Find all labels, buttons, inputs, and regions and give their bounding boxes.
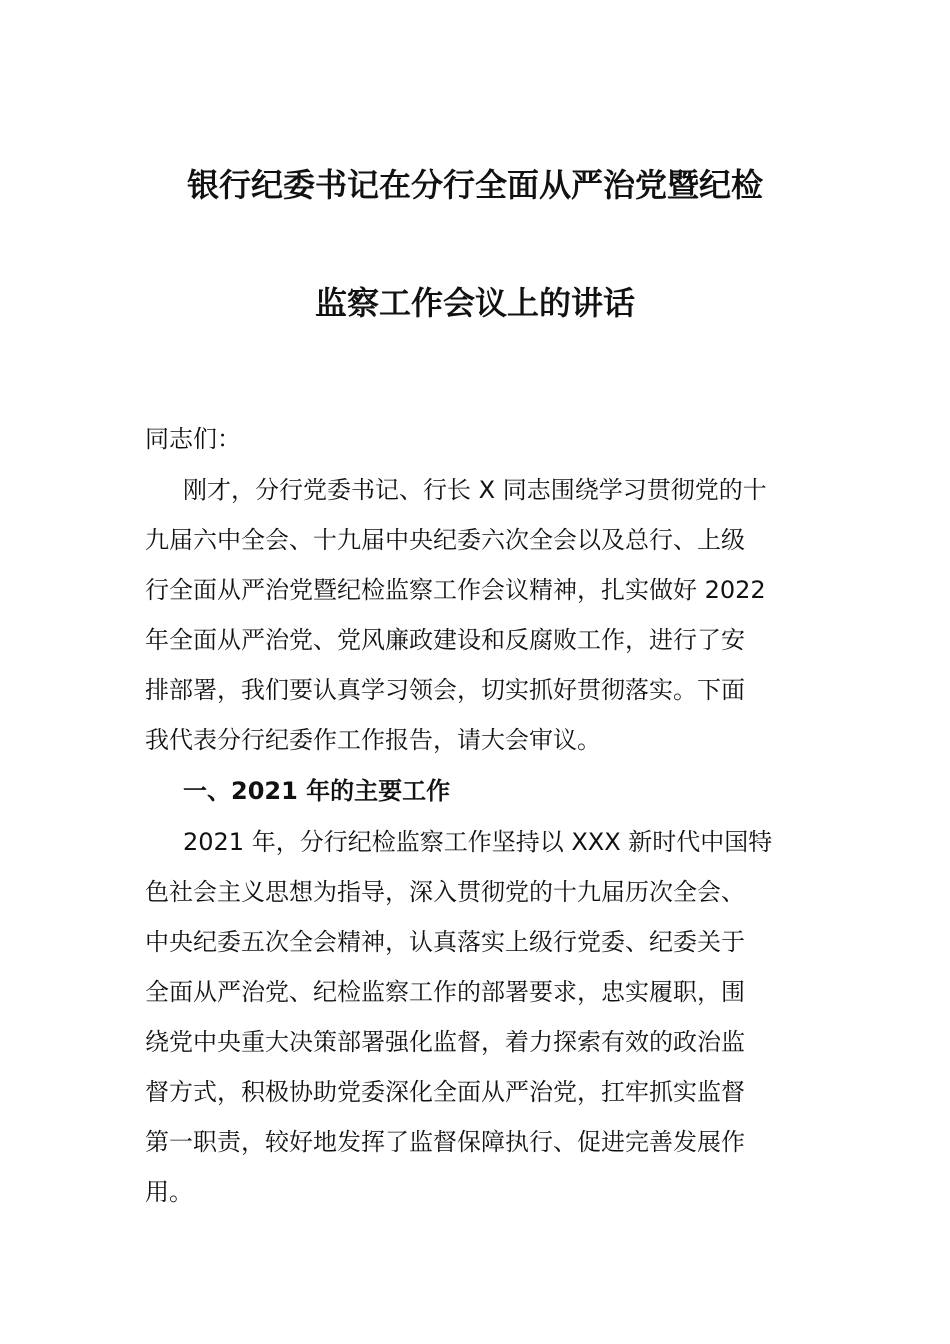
paragraph-2-line-3: 中央纪委五次全会精神，认真落实上级行党委、纪委关于 <box>145 928 745 956</box>
paragraph-1-line-6: 我代表分行纪委作工作报告，请大会审议。 <box>145 726 601 754</box>
paragraph-2-line-5: 绕党中央重大决策部署强化监督，着力探索有效的政治监 <box>145 1028 745 1056</box>
paragraph-2-line-1: 2021 年，分行纪检监察工作坚持以 XXX 新时代中国特 <box>183 828 773 856</box>
paragraph-1-line-4: 年全面从严治党、党风廉政建设和反腐败工作，进行了安 <box>145 626 745 654</box>
paragraph-2-line-2: 色社会主义思想为指导，深入贯彻党的十九届历次全会、 <box>145 878 745 906</box>
paragraph-2-line-4: 全面从严治党、纪检监察工作的部署要求，忠实履职，围 <box>145 978 745 1006</box>
paragraph-1-line-1: 刚才，分行党委书记、行长 X 同志围绕学习贯彻党的十 <box>183 476 767 504</box>
paragraph-2-line-7: 第一职责，较好地发挥了监督保障执行、促进完善发展作 <box>145 1128 745 1156</box>
section-heading-1: 一、2021 年的主要工作 <box>183 777 451 805</box>
paragraph-1-line-5: 排部署，我们要认真学习领会，切实抓好贯彻落实。下面 <box>145 676 745 704</box>
paragraph-1-line-2: 九届六中全会、十九届中央纪委六次全会以及总行、上级 <box>145 526 745 554</box>
paragraph-2-line-6: 督方式，积极协助党委深化全面从严治党，扛牢抓实监督 <box>145 1078 745 1106</box>
document-title-line-1: 银行纪委书记在分行全面从严治党暨纪检 <box>186 166 763 204</box>
paragraph-1-line-3: 行全面从严治党暨纪检监察工作会议精神，扎实做好 2022 <box>145 576 766 604</box>
paragraph-2-line-8: 用。 <box>145 1178 193 1206</box>
salutation: 同志们： <box>145 425 241 453</box>
document-title-line-2: 监察工作会议上的讲话 <box>314 284 635 322</box>
